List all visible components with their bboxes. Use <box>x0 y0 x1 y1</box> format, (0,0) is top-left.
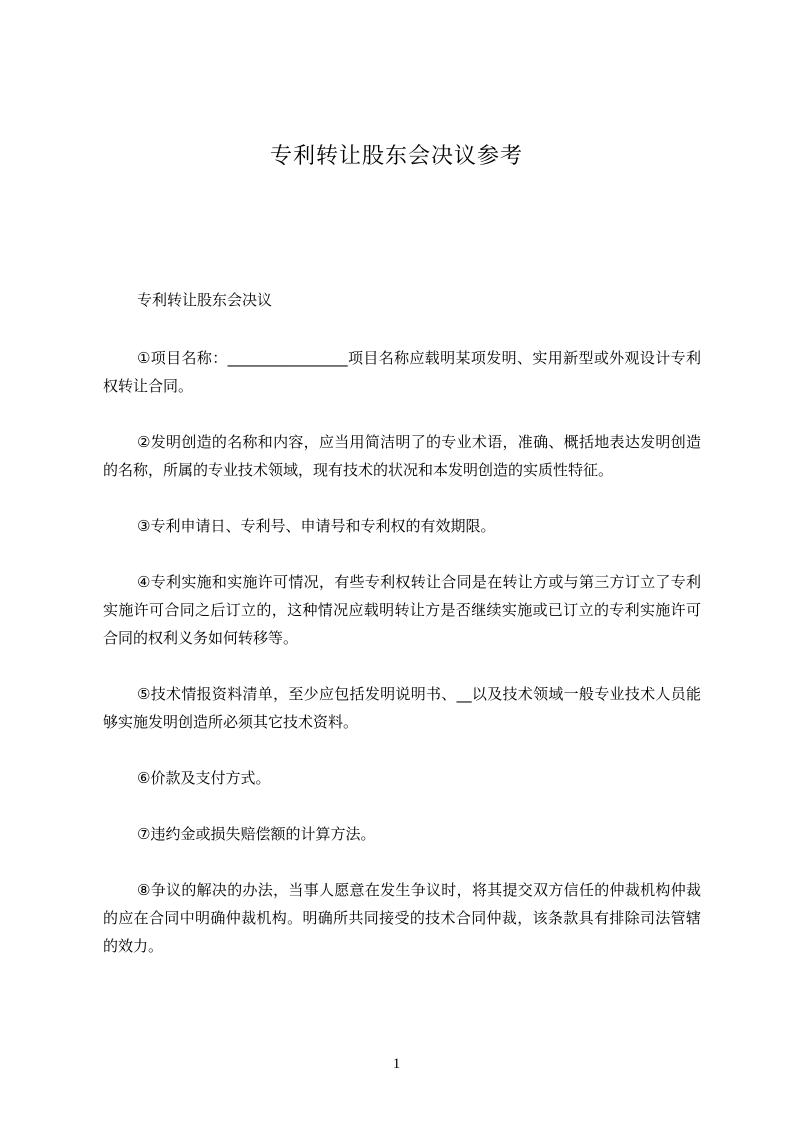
page-number: 1 <box>392 1056 401 1072</box>
paragraph-item-8: ⑧争议的解决的办法，当事人愿意在发生争议时，将其提交双方信任的仲裁机构仲裁的应在合同中明确仲裁机构。明确所共同接受的技术合同仲裁，该条款具有排除司法管辖的效力。 <box>103 881 701 955</box>
paragraph-item-2: ②发明创造的名称和内容，应当用简洁明了的专业术语，准确、概括地表达发明创造的名称，所属的专业技术领域，现有技术的状况和本发明创造的实质性特征。 <box>103 433 701 479</box>
paragraph-item-1: ①项目名称：________________项目名称应载明某项发明、实用新型或外观设计专利权转让合同。 <box>103 349 701 395</box>
paragraph-item-6: ⑥价款及支付方式。 <box>137 769 271 787</box>
paragraph-item-3: ③专利申请日、专利号、申请号和专利权的有效期限。 <box>137 517 496 535</box>
document-title: 专利转让股东会决议参考 <box>269 144 523 169</box>
section-heading: 专利转让股东会决议 <box>137 291 273 309</box>
paragraph-item-7: ⑦违约金或损失赔偿额的计算方法。 <box>137 825 376 843</box>
paragraph-item-5: ⑤技术情报资料清单，至少应包括发明说明书、__以及技术领域一般专业技术人员能够实施发明创造所必须其它技术资料。 <box>103 685 701 731</box>
paragraph-item-4: ④专利实施和实施许可情况，有些专利权转让合同是在转让方或与第三方订立了专利实施许可合同之后订立的，这种情况应载明转让方是否继续实施或已订立的专利实施许可合同的权利义务如何转移等。 <box>103 573 701 647</box>
document-body <box>103 288 701 988</box>
